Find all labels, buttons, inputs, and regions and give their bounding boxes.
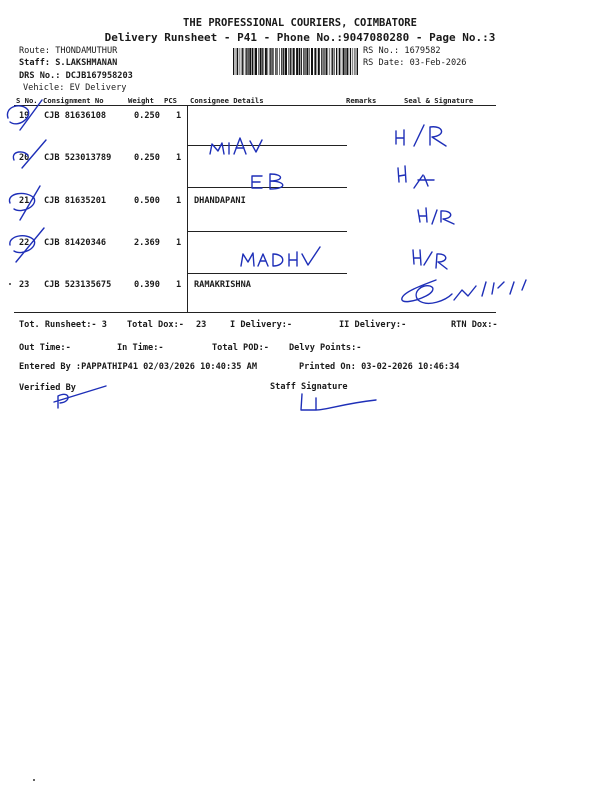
row-sno: 23 bbox=[19, 280, 30, 290]
row-consignment: CJB 81635201 bbox=[44, 196, 107, 206]
staff-signature bbox=[301, 394, 376, 410]
col-remarks: Remarks bbox=[346, 96, 377, 105]
row-pcs: 1 bbox=[176, 280, 182, 290]
tick-mark-icon bbox=[13, 140, 46, 168]
entered-by: Entered By :PAPPATHIP41 02/03/2026 10:40:35 AM bbox=[19, 362, 257, 372]
row-consignment: CJB 523135675 bbox=[44, 280, 112, 290]
total-dox-value: 23 bbox=[196, 320, 207, 330]
staff-label: Staff: S.LAKSHMANAN bbox=[19, 58, 118, 68]
row-pcs: 1 bbox=[176, 153, 182, 163]
row-sno: 21 bbox=[19, 196, 30, 206]
row-consignment: CJB 523013789 bbox=[44, 153, 112, 163]
in-time: In Time:- bbox=[117, 343, 164, 353]
row-weight: 0.390 bbox=[134, 280, 160, 290]
row-sno: 22 bbox=[19, 238, 30, 248]
row-weight: 0.250 bbox=[134, 111, 160, 121]
handwritten-seal bbox=[396, 125, 446, 146]
handwritten-seal bbox=[413, 250, 447, 269]
delvy-points: Delvy Points:- bbox=[289, 343, 362, 353]
row-weight: 2.369 bbox=[134, 238, 160, 248]
row-sno: 20 bbox=[19, 153, 30, 163]
tick-mark-icon bbox=[10, 228, 44, 262]
col-weight: Weight bbox=[128, 96, 154, 105]
tick-mark-icon bbox=[7, 100, 42, 130]
col-pcs: PCS bbox=[164, 96, 177, 105]
out-time: Out Time:- bbox=[19, 343, 71, 353]
printed-on: Printed On: 03-02-2026 10:46:34 bbox=[299, 362, 460, 372]
row-consignee: DHANDAPANI bbox=[194, 196, 246, 206]
ii-delivery: II Delivery:- bbox=[339, 320, 407, 330]
handwritten-signature bbox=[402, 280, 526, 303]
runsheet-subtitle: Delivery Runsheet - P41 - Phone No.:9047080280 - Page No.:3 bbox=[104, 31, 496, 44]
handwritten-name bbox=[210, 138, 262, 154]
page-dot bbox=[9, 283, 11, 285]
row-weight: 0.250 bbox=[134, 153, 160, 163]
col-consignee: Consignee Details bbox=[190, 96, 264, 105]
col-consignment: Consignment No bbox=[43, 96, 104, 105]
staff-signature-label: Staff Signature bbox=[270, 382, 348, 392]
row-pcs: 1 bbox=[176, 111, 182, 121]
rs-number: RS No.: 1679582 bbox=[363, 46, 441, 56]
handwritten-seal bbox=[398, 166, 434, 188]
col-seal: Seal & Signature bbox=[404, 96, 474, 105]
row-weight: 0.500 bbox=[134, 196, 160, 206]
page-dot bbox=[33, 779, 35, 781]
col-sno: S No. bbox=[16, 96, 38, 105]
row-consignment: CJB 81636108 bbox=[44, 111, 107, 121]
verifier-signature bbox=[54, 386, 106, 408]
route-label: Route: THONDAMUTHUR bbox=[19, 46, 118, 56]
vehicle-label: Vehicle: EV Delivery bbox=[23, 83, 127, 93]
handwritten-remark bbox=[252, 174, 283, 189]
total-pod: Total POD:- bbox=[212, 343, 269, 353]
tick-mark-icon bbox=[9, 186, 40, 220]
drs-label: DRS No.: DCJB167958203 bbox=[19, 71, 133, 81]
row-pcs: 1 bbox=[176, 196, 182, 206]
row-pcs: 1 bbox=[176, 238, 182, 248]
tot-runsheet: Tot. Runsheet:- 3 bbox=[19, 320, 107, 330]
row-consignment: CJB 81420346 bbox=[44, 238, 107, 248]
rtn-dox: RTN Dox:- bbox=[451, 320, 498, 330]
total-dox-label: Total Dox:- bbox=[127, 320, 184, 330]
row-sno: 19 bbox=[19, 111, 30, 121]
handwritten-seal bbox=[418, 208, 454, 224]
row-consignee: RAMAKRISHNA bbox=[194, 280, 251, 290]
handwritten-name bbox=[241, 247, 320, 266]
verified-by: Verified By bbox=[19, 383, 76, 393]
rs-date: RS Date: 03-Feb-2026 bbox=[363, 58, 467, 68]
company-title: THE PROFESSIONAL COURIERS, COIMBATORE bbox=[183, 17, 417, 29]
i-delivery: I Delivery:- bbox=[230, 320, 293, 330]
